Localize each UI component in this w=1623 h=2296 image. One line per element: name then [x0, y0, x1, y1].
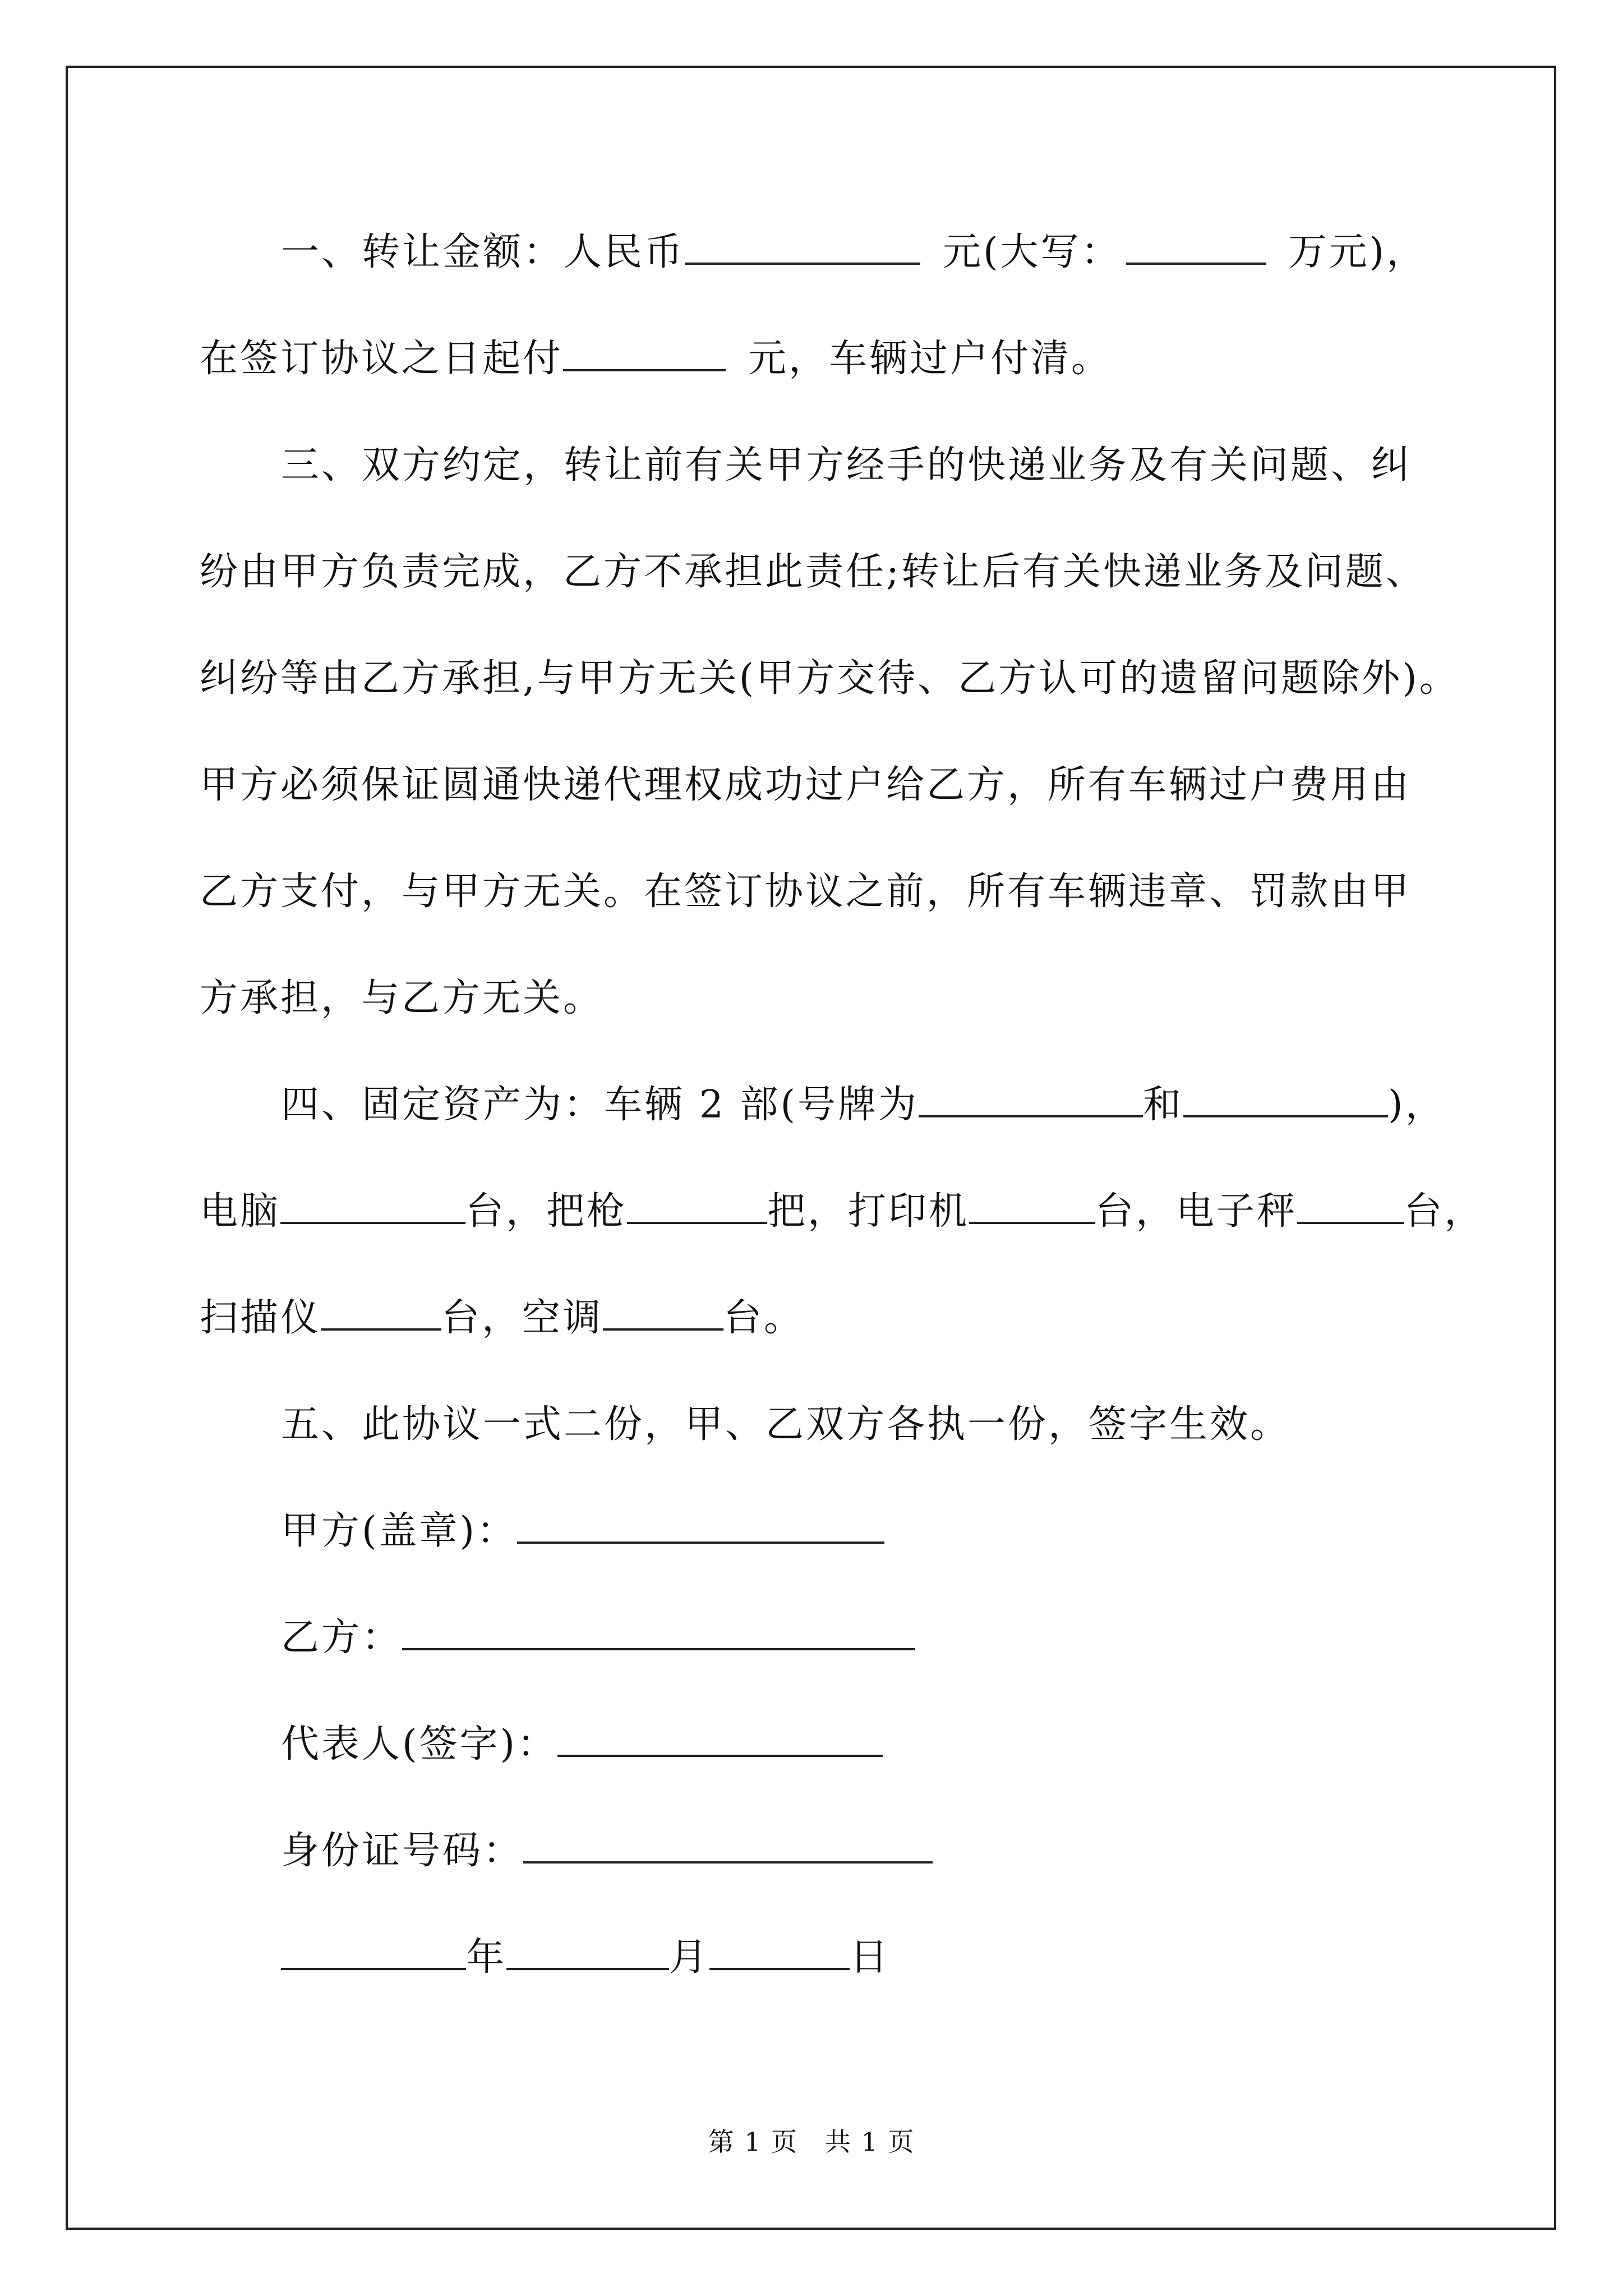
fixed-assets-label: 四、固定资产为：车辆 2 部(号牌为: [281, 1083, 919, 1127]
id-number-row: [281, 1829, 933, 1874]
printer-blank[interactable]: [969, 1189, 1095, 1224]
representative-signature-field[interactable]: [557, 1722, 883, 1757]
scanner-gun-label: 台，把枪: [465, 1189, 628, 1234]
amount-capital-blank[interactable]: [1126, 230, 1266, 265]
sign-date-label: 在签订协议之日起付: [200, 337, 564, 381]
representative-row: [281, 1722, 883, 1767]
transfer-amount-label: 一、转让金额：人民币: [281, 230, 685, 274]
yuan-label: 元(大写：: [943, 230, 1122, 274]
paragraph-1-line-1: [281, 230, 1427, 275]
printer-label: 把，打印机: [767, 1189, 970, 1234]
page-total: 共 1 页: [825, 2127, 915, 2157]
day-label: 日: [850, 1935, 891, 1980]
party-b-label: 乙方：: [281, 1616, 403, 1660]
ac-unit-label: 台。: [723, 1296, 805, 1340]
representative-label: 代表人(签字)：: [281, 1722, 558, 1766]
paragraph-3-line-2: 纷由甲方负责完成，乙方不承担此责任;转让后有关快递业务及问题、: [200, 550, 1426, 594]
plate-blank-1[interactable]: [919, 1083, 1143, 1117]
scanner-gun-blank[interactable]: [627, 1189, 767, 1224]
wan-yuan-label: 万元)，: [1288, 230, 1427, 274]
page-number: 第 1 页: [708, 2127, 798, 2157]
year-label: 年: [466, 1935, 507, 1980]
date-row: [281, 1935, 890, 1980]
scale-blank[interactable]: [1297, 1189, 1404, 1224]
party-a-row: [281, 1509, 884, 1554]
computer-label: 电脑: [200, 1189, 281, 1234]
paragraph-3-line-6: 方承担，与乙方无关。: [200, 976, 604, 1020]
paragraph-4-line-1: [281, 1083, 1446, 1128]
party-b-signature-field[interactable]: [402, 1616, 915, 1650]
deposit-yuan-label: 元，车辆过户付清。: [748, 337, 1112, 381]
paragraph-4-line-2: [200, 1189, 1484, 1234]
deposit-blank[interactable]: [563, 337, 726, 371]
party-a-label: 甲方(盖章)：: [281, 1509, 518, 1553]
paragraph-3-line-1: 三、双方约定，转让前有关甲方经手的快递业务及有关问题、纠: [281, 443, 1412, 487]
paragraph-4-line-3: [200, 1296, 804, 1341]
day-blank[interactable]: [709, 1935, 850, 1970]
and-label: 和: [1143, 1083, 1184, 1127]
ac-label: 台，空调: [441, 1296, 603, 1340]
scanner-blank[interactable]: [321, 1296, 441, 1331]
month-blank[interactable]: [506, 1935, 669, 1970]
paragraph-5: 五、此协议一式二份，甲、乙双方各执一份，签字生效。: [281, 1402, 1291, 1447]
party-b-row: [281, 1616, 915, 1660]
amount-blank[interactable]: [685, 230, 920, 265]
computer-blank[interactable]: [280, 1189, 465, 1224]
id-number-label: 身份证号码：: [281, 1829, 524, 1873]
unit-label: 台，: [1404, 1189, 1485, 1234]
paragraph-1-line-2: [200, 337, 1112, 381]
scanner-label: 扫描仪: [200, 1296, 321, 1340]
party-a-signature-field[interactable]: [517, 1509, 884, 1544]
month-label: 月: [669, 1935, 710, 1980]
paren-close: )，: [1388, 1083, 1446, 1127]
plate-blank-2[interactable]: [1183, 1083, 1388, 1117]
paragraph-3-line-5: 乙方支付，与甲方无关。在签订协议之前，所有车辆违章、罚款由甲: [200, 869, 1412, 914]
page-border: [66, 66, 1556, 2230]
page-footer: [0, 2125, 1623, 2159]
ac-blank[interactable]: [603, 1296, 723, 1331]
id-number-field[interactable]: [523, 1829, 933, 1864]
year-blank[interactable]: [281, 1935, 466, 1970]
paragraph-3-line-4: 甲方必须保证圆通快递代理权成功过户给乙方，所有车辆过户费用由: [200, 763, 1412, 807]
scale-label: 台，电子秤: [1095, 1189, 1298, 1234]
paragraph-3-line-3: 纠纷等由乙方承担,与甲方无关(甲方交待、乙方认可的遗留问题除外)。: [200, 656, 1460, 701]
